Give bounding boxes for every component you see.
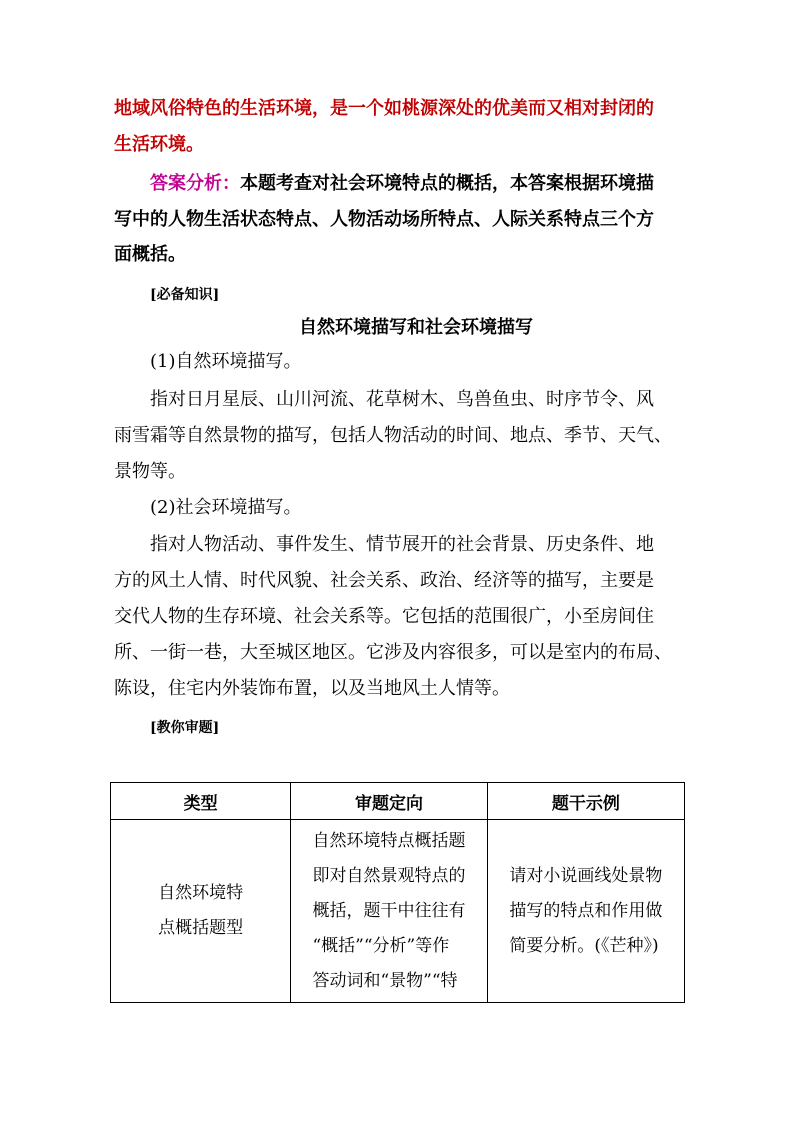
header-direction: 审题定向 <box>291 783 487 820</box>
analysis-line-3: 面概括。 <box>114 244 186 265</box>
table-header-row <box>111 783 685 820</box>
analysis-paragraph <box>150 172 730 196</box>
social-line-1: 指对人物活动、事件发生、情节展开的社会背景、历史条件、地 <box>150 534 654 555</box>
example-line: 描写的特点和作用做 <box>509 900 663 921</box>
analysis-line-1: 本题考查对社会环境特点的概括，本答案根据环境描 <box>240 173 654 194</box>
example-line: 请对小说画线处景物 <box>509 865 663 886</box>
cell-type <box>111 820 291 1003</box>
intro-line-1: 地域风俗特色的生活环境，是一个如桃源深处的优美而又相对封闭的 <box>114 98 654 119</box>
natural-line-3: 景物等。 <box>114 461 186 482</box>
example-text <box>509 859 662 964</box>
cell-example <box>487 820 684 1003</box>
type-line: 点概括题型 <box>158 918 244 938</box>
section-title: 自然环境描写和社会环境描写 <box>299 317 533 338</box>
cell-direction <box>291 820 487 1003</box>
social-line-4: 所、一街一巷，大至城区地区。它涉及内容很多，可以是室内的布局、 <box>114 642 672 663</box>
header-type: 类型 <box>111 783 291 820</box>
knowledge-tag: [必备知识] <box>150 287 220 303</box>
header-example: 题干示例 <box>487 783 684 820</box>
direction-text <box>312 824 465 999</box>
direction-line: 即对自然景观特点的 <box>312 865 466 886</box>
analysis-line-2: 写中的人物生活状态特点、人物活动场所特点、人际关系特点三个方 <box>114 209 654 230</box>
natural-line-2: 雨雪霜等自然景物的描写，包括人物活动的时间、地点、季节、天气、 <box>114 425 672 446</box>
direction-line: 概括，题干中往往有 <box>312 900 466 921</box>
analysis-label: 答案分析： <box>150 173 240 194</box>
type-text <box>158 876 243 946</box>
type-line: 自然环境特 <box>158 883 244 903</box>
intro-line-2: 生活环境。 <box>114 134 204 155</box>
natural-heading: (1)自然环境描写。 <box>150 351 302 372</box>
social-line-5: 陈设，住宅内外装饰布置，以及当地风土人情等。 <box>114 678 510 699</box>
example-line: 简要分析。(《芒种》) <box>509 935 659 956</box>
social-heading: (2)社会环境描写。 <box>150 497 302 518</box>
table-row <box>111 820 685 1003</box>
review-table <box>110 782 685 1003</box>
direction-line: 答动词和“景物”“特 <box>312 970 458 991</box>
direction-line: 自然环境特点概括题 <box>312 830 466 851</box>
social-line-2: 方的风土人情、时代风貌、社会关系、政治、经济等的描写，主要是 <box>114 570 654 591</box>
natural-line-1: 指对日月星辰、山川河流、花草树木、鸟兽鱼虫、时序节令、风 <box>150 389 654 410</box>
social-line-3: 交代人物的生存环境、社会关系等。它包括的范围很广，小至房间住 <box>114 606 654 627</box>
teach-tag: [教你审题] <box>150 720 220 736</box>
direction-line: “概括”“分析”等作 <box>312 935 450 956</box>
